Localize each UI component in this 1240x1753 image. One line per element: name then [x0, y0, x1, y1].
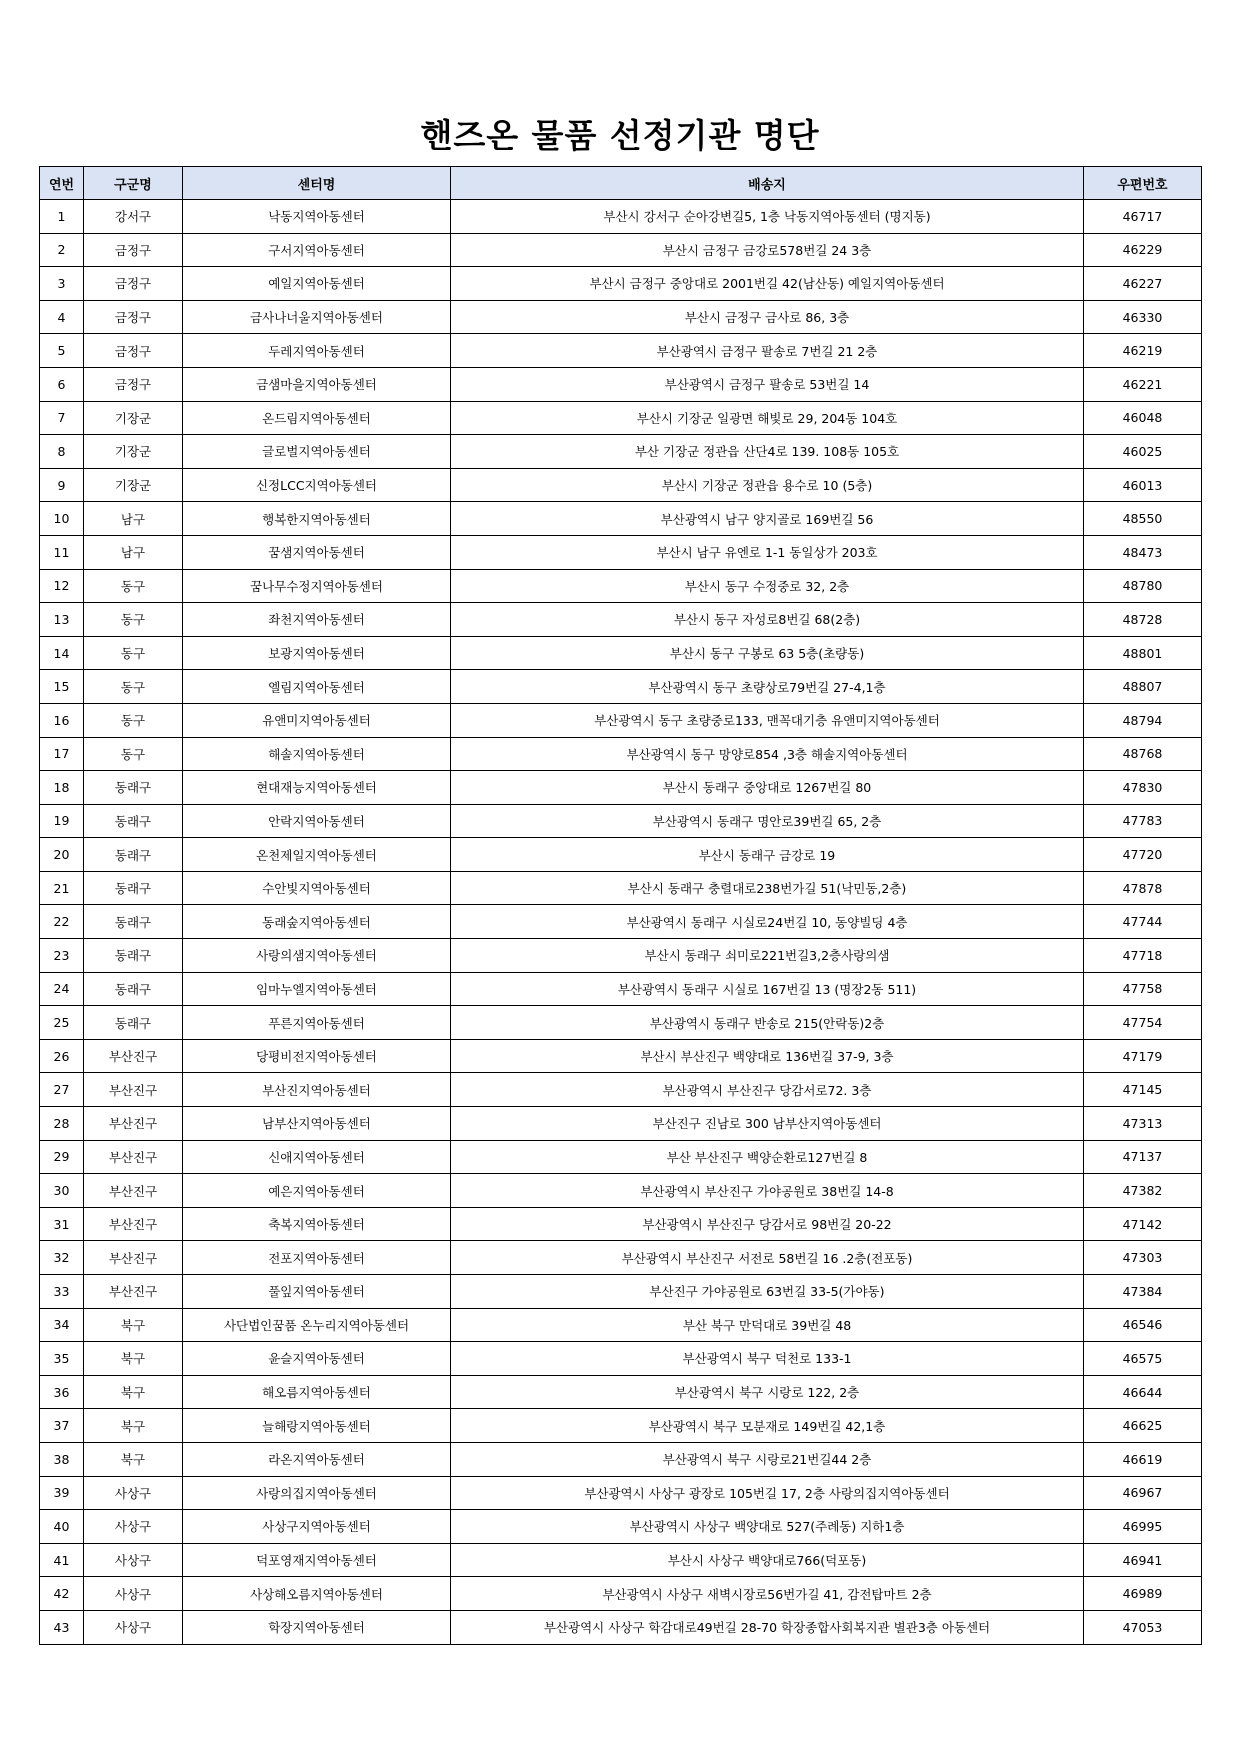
cell-address: 부산시 기장군 일광면 해빛로 29, 204동 104호: [451, 401, 1084, 435]
table-row: [40, 804, 1202, 838]
cell-zip: 46219: [1084, 334, 1202, 368]
cell-zip: 47382: [1084, 1174, 1202, 1208]
cell-no: 14: [40, 636, 84, 670]
column-header-no: 연번: [40, 167, 84, 200]
cell-address: 부산시 기장군 정관읍 용수로 10 (5층): [451, 468, 1084, 502]
cell-district: 부산진구: [84, 1140, 183, 1174]
cell-zip: 47145: [1084, 1073, 1202, 1107]
cell-district: 금정구: [84, 267, 183, 301]
table-row: [40, 703, 1202, 737]
table-row: [40, 939, 1202, 973]
cell-no: 1: [40, 200, 84, 234]
cell-zip: 47303: [1084, 1241, 1202, 1275]
table-row: [40, 1476, 1202, 1510]
cell-zip: 48780: [1084, 569, 1202, 603]
cell-address: 부산시 동래구 금강로 19: [451, 838, 1084, 872]
table-row: [40, 737, 1202, 771]
table-row: [40, 1241, 1202, 1275]
table-body: [40, 200, 1202, 1645]
cell-address: 부산광역시 사상구 광장로 105번길 17, 2층 사랑의집지역아동센터: [451, 1476, 1084, 1510]
table-row: [40, 1275, 1202, 1309]
cell-no: 35: [40, 1342, 84, 1376]
table-row: [40, 1510, 1202, 1544]
table-row: [40, 636, 1202, 670]
cell-zip: 46989: [1084, 1577, 1202, 1611]
cell-center-name: 임마누엘지역아동센터: [183, 972, 451, 1006]
table-row: [40, 267, 1202, 301]
cell-address: 부산시 동래구 충렬대로238번가길 51(낙민동,2층): [451, 871, 1084, 905]
cell-district: 동구: [84, 670, 183, 704]
cell-address: 부산광역시 동래구 반송로 215(안락동)2층: [451, 1006, 1084, 1040]
cell-center-name: 온드림지역아동센터: [183, 401, 451, 435]
cell-district: 사상구: [84, 1510, 183, 1544]
cell-center-name: 꿈샘지역아동센터: [183, 535, 451, 569]
cell-center-name: 푸른지역아동센터: [183, 1006, 451, 1040]
cell-district: 동구: [84, 737, 183, 771]
cell-district: 금정구: [84, 367, 183, 401]
cell-center-name: 구서지역아동센터: [183, 233, 451, 267]
cell-address: 부산광역시 부산진구 가야공원로 38번길 14-8: [451, 1174, 1084, 1208]
cell-center-name: 사상구지역아동센터: [183, 1510, 451, 1544]
cell-center-name: 글로벌지역아동센터: [183, 435, 451, 469]
cell-address: 부산시 동구 구봉로 63 5층(초량동): [451, 636, 1084, 670]
cell-address: 부산광역시 동래구 명안로39번길 65, 2층: [451, 804, 1084, 838]
cell-no: 19: [40, 804, 84, 838]
cell-no: 26: [40, 1039, 84, 1073]
cell-center-name: 덕포영재지역아동센터: [183, 1543, 451, 1577]
cell-no: 23: [40, 939, 84, 973]
cell-no: 32: [40, 1241, 84, 1275]
cell-zip: 48807: [1084, 670, 1202, 704]
cell-no: 33: [40, 1275, 84, 1309]
cell-zip: 46995: [1084, 1510, 1202, 1544]
table-row: [40, 435, 1202, 469]
cell-district: 금정구: [84, 334, 183, 368]
page-title: 핸즈온 물품 선정기관 명단: [420, 116, 820, 155]
cell-district: 북구: [84, 1442, 183, 1476]
cell-address: 부산광역시 동구 초량중로133, 맨꼭대기층 유앤미지역아동센터: [451, 703, 1084, 737]
table-row: [40, 200, 1202, 234]
cell-district: 부산진구: [84, 1241, 183, 1275]
cell-address: 부산 기장군 정관읍 산단4로 139. 108동 105호: [451, 435, 1084, 469]
cell-zip: 47142: [1084, 1207, 1202, 1241]
cell-center-name: 보광지역아동센터: [183, 636, 451, 670]
table-row: [40, 1342, 1202, 1376]
cell-address: 부산시 남구 유엔로 1-1 동일상가 203호: [451, 535, 1084, 569]
cell-district: 북구: [84, 1308, 183, 1342]
table-row: [40, 401, 1202, 435]
table-row: [40, 972, 1202, 1006]
cell-center-name: 두레지역아동센터: [183, 334, 451, 368]
column-header-center: 센터명: [183, 167, 451, 200]
cell-zip: 47179: [1084, 1039, 1202, 1073]
cell-center-name: 남부산지역아동센터: [183, 1107, 451, 1141]
column-header-district: 구군명: [84, 167, 183, 200]
cell-center-name: 사상해오름지역아동센터: [183, 1577, 451, 1611]
cell-center-name: 풀잎지역아동센터: [183, 1275, 451, 1309]
cell-center-name: 행복한지역아동센터: [183, 502, 451, 536]
cell-center-name: 당평비전지역아동센터: [183, 1039, 451, 1073]
cell-district: 사상구: [84, 1476, 183, 1510]
cell-no: 13: [40, 603, 84, 637]
cell-center-name: 해솔지역아동센터: [183, 737, 451, 771]
table-row: [40, 1577, 1202, 1611]
cell-center-name: 신정LCC지역아동센터: [183, 468, 451, 502]
cell-center-name: 낙동지역아동센터: [183, 200, 451, 234]
table-row: [40, 838, 1202, 872]
cell-address: 부산광역시 부산진구 서전로 58번길 16 .2층(전포동): [451, 1241, 1084, 1275]
cell-no: 7: [40, 401, 84, 435]
cell-zip: 47830: [1084, 771, 1202, 805]
cell-district: 부산진구: [84, 1107, 183, 1141]
cell-district: 부산진구: [84, 1174, 183, 1208]
cell-center-name: 사단법인꿈품 온누리지역아동센터: [183, 1308, 451, 1342]
header-row: [40, 167, 1202, 200]
cell-center-name: 안락지역아동센터: [183, 804, 451, 838]
cell-no: 16: [40, 703, 84, 737]
cell-no: 6: [40, 367, 84, 401]
cell-district: 남구: [84, 502, 183, 536]
table-row: [40, 1308, 1202, 1342]
cell-center-name: 수안빛지역아동센터: [183, 871, 451, 905]
cell-zip: 46013: [1084, 468, 1202, 502]
cell-center-name: 엘림지역아동센터: [183, 670, 451, 704]
cell-no: 20: [40, 838, 84, 872]
cell-zip: 46221: [1084, 367, 1202, 401]
table-row: [40, 233, 1202, 267]
cell-district: 강서구: [84, 200, 183, 234]
cell-zip: 46048: [1084, 401, 1202, 435]
cell-zip: 48768: [1084, 737, 1202, 771]
table-row: [40, 367, 1202, 401]
cell-district: 남구: [84, 535, 183, 569]
cell-no: 37: [40, 1409, 84, 1443]
cell-address: 부산 부산진구 백양순환로127번길 8: [451, 1140, 1084, 1174]
cell-address: 부산광역시 북구 덕천로 133-1: [451, 1342, 1084, 1376]
cell-center-name: 해오름지역아동센터: [183, 1375, 451, 1409]
cell-no: 27: [40, 1073, 84, 1107]
cell-address: 부산시 동구 수정중로 32, 2층: [451, 569, 1084, 603]
cell-zip: 47384: [1084, 1275, 1202, 1309]
cell-address: 부산광역시 금정구 팔송로 53번길 14: [451, 367, 1084, 401]
cell-zip: 48550: [1084, 502, 1202, 536]
cell-district: 동구: [84, 569, 183, 603]
cell-zip: 47878: [1084, 871, 1202, 905]
cell-district: 동래구: [84, 905, 183, 939]
table-row: [40, 535, 1202, 569]
cell-zip: 47758: [1084, 972, 1202, 1006]
cell-center-name: 금사나너울지역아동센터: [183, 300, 451, 334]
cell-district: 사상구: [84, 1577, 183, 1611]
cell-address: 부산시 동구 자성로8번길 68(2층): [451, 603, 1084, 637]
cell-district: 금정구: [84, 233, 183, 267]
cell-district: 부산진구: [84, 1275, 183, 1309]
cell-district: 기장군: [84, 435, 183, 469]
cell-no: 43: [40, 1610, 84, 1644]
cell-address: 부산시 강서구 순아강변길5, 1층 낙동지역아동센터 (명지동): [451, 200, 1084, 234]
table-row: [40, 468, 1202, 502]
cell-address: 부산시 사상구 백양대로766(덕포동): [451, 1543, 1084, 1577]
cell-district: 사상구: [84, 1543, 183, 1577]
cell-no: 25: [40, 1006, 84, 1040]
cell-district: 동래구: [84, 838, 183, 872]
cell-address: 부산광역시 동구 초량상로79번길 27-4,1층: [451, 670, 1084, 704]
cell-zip: 47783: [1084, 804, 1202, 838]
cell-center-name: 늘해랑지역아동센터: [183, 1409, 451, 1443]
cell-no: 28: [40, 1107, 84, 1141]
cell-zip: 48794: [1084, 703, 1202, 737]
cell-zip: 46229: [1084, 233, 1202, 267]
cell-zip: 47313: [1084, 1107, 1202, 1141]
cell-no: 31: [40, 1207, 84, 1241]
table-row: [40, 871, 1202, 905]
cell-district: 동구: [84, 636, 183, 670]
cell-zip: 46967: [1084, 1476, 1202, 1510]
cell-address: 부산광역시 동래구 시실로24번길 10, 동양빌딩 4층: [451, 905, 1084, 939]
table-row: [40, 1140, 1202, 1174]
cell-center-name: 예은지역아동센터: [183, 1174, 451, 1208]
table-row: [40, 502, 1202, 536]
table-row: [40, 1039, 1202, 1073]
cell-address: 부산시 동래구 중앙대로 1267번길 80: [451, 771, 1084, 805]
cell-no: 41: [40, 1543, 84, 1577]
cell-center-name: 축복지역아동센터: [183, 1207, 451, 1241]
cell-center-name: 유앤미지역아동센터: [183, 703, 451, 737]
cell-district: 금정구: [84, 300, 183, 334]
table-row: [40, 1207, 1202, 1241]
cell-zip: 46546: [1084, 1308, 1202, 1342]
cell-no: 29: [40, 1140, 84, 1174]
cell-address: 부산광역시 금정구 팔송로 7번길 21 2층: [451, 334, 1084, 368]
cell-center-name: 금샘마을지역아동센터: [183, 367, 451, 401]
table-row: [40, 905, 1202, 939]
cell-center-name: 윤슬지역아동센터: [183, 1342, 451, 1376]
table-row: [40, 603, 1202, 637]
table-row: [40, 569, 1202, 603]
table-row: [40, 1409, 1202, 1443]
cell-address: 부산시 금정구 중앙대로 2001번길 42(남산동) 예일지역아동센터: [451, 267, 1084, 301]
cell-district: 동래구: [84, 939, 183, 973]
cell-no: 11: [40, 535, 84, 569]
cell-no: 38: [40, 1442, 84, 1476]
cell-address: 부산광역시 동구 망양로854 ,3층 해솔지역아동센터: [451, 737, 1084, 771]
cell-zip: 46941: [1084, 1543, 1202, 1577]
cell-center-name: 신애지역아동센터: [183, 1140, 451, 1174]
cell-address: 부산광역시 사상구 학감대로49번길 28-70 학장종합사회복지관 별관3층 아동센터: [451, 1610, 1084, 1644]
cell-zip: 47053: [1084, 1610, 1202, 1644]
column-header-zip: 우편번호: [1084, 167, 1202, 200]
table-row: [40, 1375, 1202, 1409]
table-row: [40, 1174, 1202, 1208]
cell-zip: 46025: [1084, 435, 1202, 469]
cell-address: 부산진구 가야공원로 63번길 33-5(가야동): [451, 1275, 1084, 1309]
cell-center-name: 꿈나무수정지역아동센터: [183, 569, 451, 603]
cell-no: 34: [40, 1308, 84, 1342]
cell-district: 부산진구: [84, 1073, 183, 1107]
table-row: [40, 1107, 1202, 1141]
cell-no: 39: [40, 1476, 84, 1510]
cell-zip: 47720: [1084, 838, 1202, 872]
cell-zip: 46227: [1084, 267, 1202, 301]
cell-zip: 48473: [1084, 535, 1202, 569]
cell-no: 2: [40, 233, 84, 267]
cell-district: 부산진구: [84, 1207, 183, 1241]
cell-district: 동래구: [84, 1006, 183, 1040]
cell-address: 부산광역시 북구 시랑로21번길44 2층: [451, 1442, 1084, 1476]
cell-zip: 46717: [1084, 200, 1202, 234]
cell-center-name: 학장지역아동센터: [183, 1610, 451, 1644]
cell-zip: 47744: [1084, 905, 1202, 939]
cell-no: 40: [40, 1510, 84, 1544]
cell-zip: 47718: [1084, 939, 1202, 973]
cell-no: 36: [40, 1375, 84, 1409]
cell-address: 부산시 동래구 쇠미로221번길3,2층사랑의샘: [451, 939, 1084, 973]
table-row: [40, 771, 1202, 805]
cell-address: 부산광역시 사상구 새벽시장로56번가길 41, 감전탑마트 2층: [451, 1577, 1084, 1611]
table-row: [40, 1543, 1202, 1577]
cell-district: 부산진구: [84, 1039, 183, 1073]
cell-address: 부산광역시 부산진구 당감서로72. 3층: [451, 1073, 1084, 1107]
cell-address: 부산시 금정구 금사로 86, 3층: [451, 300, 1084, 334]
cell-no: 17: [40, 737, 84, 771]
cell-zip: 48801: [1084, 636, 1202, 670]
roster-table: [39, 166, 1202, 1645]
cell-district: 기장군: [84, 401, 183, 435]
cell-center-name: 동래숲지역아동센터: [183, 905, 451, 939]
cell-no: 10: [40, 502, 84, 536]
cell-district: 사상구: [84, 1610, 183, 1644]
cell-address: 부산진구 진남로 300 남부산지역아동센터: [451, 1107, 1084, 1141]
cell-zip: 48728: [1084, 603, 1202, 637]
cell-address: 부산광역시 부산진구 당감서로 98번길 20-22: [451, 1207, 1084, 1241]
cell-address: 부산광역시 사상구 백양대로 527(주례동) 지하1층: [451, 1510, 1084, 1544]
cell-no: 22: [40, 905, 84, 939]
cell-address: 부산 북구 만덕대로 39번길 48: [451, 1308, 1084, 1342]
cell-district: 동구: [84, 603, 183, 637]
cell-no: 42: [40, 1577, 84, 1611]
cell-no: 12: [40, 569, 84, 603]
cell-zip: 46619: [1084, 1442, 1202, 1476]
cell-no: 21: [40, 871, 84, 905]
cell-no: 8: [40, 435, 84, 469]
cell-address: 부산광역시 남구 양지골로 169번길 56: [451, 502, 1084, 536]
cell-district: 동래구: [84, 972, 183, 1006]
table-row: [40, 1073, 1202, 1107]
cell-district: 기장군: [84, 468, 183, 502]
cell-address: 부산시 부산진구 백양대로 136번길 37-9, 3층: [451, 1039, 1084, 1073]
cell-no: 30: [40, 1174, 84, 1208]
table-row: [40, 1442, 1202, 1476]
cell-district: 북구: [84, 1375, 183, 1409]
column-header-address: 배송지: [451, 167, 1084, 200]
cell-address: 부산광역시 북구 모분재로 149번길 42,1층: [451, 1409, 1084, 1443]
table-row: [40, 334, 1202, 368]
cell-district: 북구: [84, 1342, 183, 1376]
cell-center-name: 좌천지역아동센터: [183, 603, 451, 637]
cell-center-name: 예일지역아동센터: [183, 267, 451, 301]
cell-no: 15: [40, 670, 84, 704]
cell-no: 24: [40, 972, 84, 1006]
cell-district: 동래구: [84, 871, 183, 905]
cell-no: 3: [40, 267, 84, 301]
cell-zip: 46330: [1084, 300, 1202, 334]
cell-zip: 47754: [1084, 1006, 1202, 1040]
cell-district: 동래구: [84, 804, 183, 838]
cell-zip: 47137: [1084, 1140, 1202, 1174]
cell-district: 북구: [84, 1409, 183, 1443]
cell-center-name: 라온지역아동센터: [183, 1442, 451, 1476]
cell-center-name: 사랑의샘지역아동센터: [183, 939, 451, 973]
cell-center-name: 부산진지역아동센터: [183, 1073, 451, 1107]
cell-no: 9: [40, 468, 84, 502]
cell-district: 동래구: [84, 771, 183, 805]
cell-center-name: 현대재능지역아동센터: [183, 771, 451, 805]
table-row: [40, 1006, 1202, 1040]
table-row: [40, 1610, 1202, 1644]
cell-address: 부산광역시 동래구 시실로 167번길 13 (명장2동 511): [451, 972, 1084, 1006]
cell-no: 18: [40, 771, 84, 805]
cell-zip: 46625: [1084, 1409, 1202, 1443]
cell-no: 5: [40, 334, 84, 368]
cell-zip: 46644: [1084, 1375, 1202, 1409]
cell-center-name: 전포지역아동센터: [183, 1241, 451, 1275]
cell-no: 4: [40, 300, 84, 334]
cell-address: 부산광역시 북구 시랑로 122, 2층: [451, 1375, 1084, 1409]
cell-center-name: 온천제일지역아동센터: [183, 838, 451, 872]
cell-center-name: 사랑의집지역아동센터: [183, 1476, 451, 1510]
cell-address: 부산시 금정구 금강로578번길 24 3층: [451, 233, 1084, 267]
table-header: [40, 167, 1202, 200]
cell-zip: 46575: [1084, 1342, 1202, 1376]
table-row: [40, 670, 1202, 704]
cell-district: 동구: [84, 703, 183, 737]
table-row: [40, 300, 1202, 334]
